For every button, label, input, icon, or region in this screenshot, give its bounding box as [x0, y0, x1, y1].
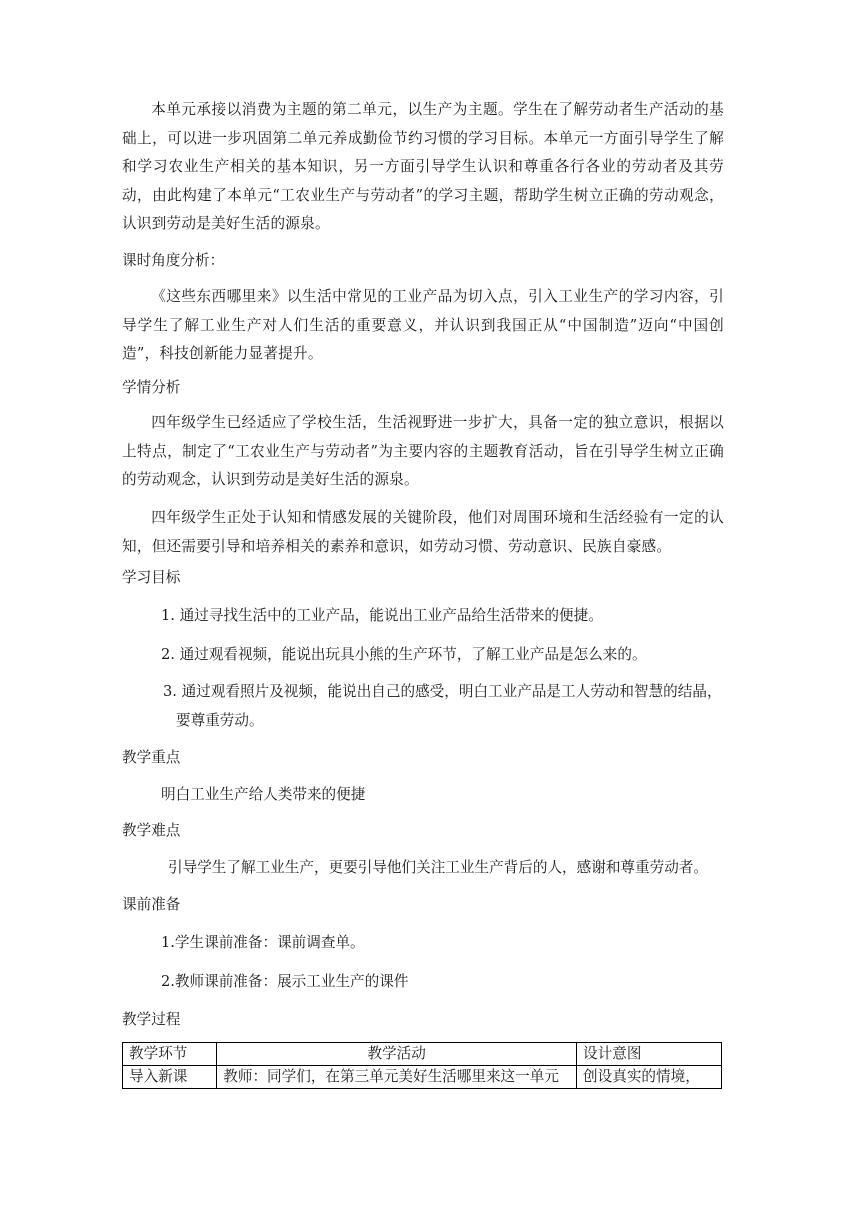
table-header-cell: 教学环节: [123, 1043, 217, 1066]
objective-item-2: 2. 通过观看视频，能说出玩具小熊的生产环节，了解工业产品是怎么来的。: [161, 646, 647, 663]
preparation-item-2: 2.教师课前准备：展示工业生产的课件: [161, 973, 409, 990]
table-cell: 导入新课: [123, 1066, 217, 1089]
objective-item-3-line-1: 3. 通过观看照片及视频，能说出自己的感受，明白工业产品是工人劳动和智慧的结晶，: [163, 683, 722, 700]
preparation-item-1: 1.学生课前准备：课前调查单。: [161, 934, 365, 951]
intro-paragraph: 本单元承接以消费为主题的第二单元，以生产为主题。学生在了解劳动者生产活动的基础上，可以进一步巩固第二单元养成勤俭节约习惯的学习目标。本单元一方面引导学生了解和学习农业生产相关的基本知识，另一方面引导学生认识和尊重各行各业的劳动者及其劳动，由此构建了本单元“工农业生产与劳动者”的学习主题，帮助学生树立正确的劳动观念，认识到劳动是美好生活的源泉。: [122, 101, 724, 233]
learner-analysis-paragraph-2: 四年级学生正处于认知和情感发展的关键阶段，他们对周围环境和生活经验有一定的认知，但还需要引导和培养相关的素养和意识，如劳动习惯、劳动意识、民族自豪感。: [122, 509, 724, 555]
process-heading: 教学过程: [122, 1011, 181, 1028]
table-header-row: [123, 1043, 722, 1066]
objectives-heading: 学习目标: [122, 569, 181, 586]
table-header-cell: 教学活动: [217, 1043, 577, 1066]
objective-item-3: [163, 678, 728, 735]
table-cell: 创设真实的情境，: [577, 1066, 722, 1089]
teaching-process-table: [122, 1042, 722, 1089]
learner-analysis-paragraph-1: 四年级学生已经适应了学校生活，生活视野进一步扩大，具备一定的独立意识，根据以上特点，制定了“工农业生产与劳动者”为主要内容的主题教育活动，旨在引导学生树立正确的劳动观念，认识到劳动是美好生活的源泉。: [122, 414, 724, 489]
key-point-heading: 教学重点: [122, 749, 181, 766]
objective-item-3-line-2: 要尊重劳动。: [176, 711, 264, 729]
preparation-heading: 课前准备: [122, 896, 181, 913]
difficulty-text: 引导学生了解工业生产，更要引导他们关注工业生产背后的人，感谢和尊重劳动者。: [168, 859, 708, 876]
lesson-angle-paragraph: 《这些东西哪里来》以生活中常见的工业产品为切入点，引入工业生产的学习内容，引导学生了解工业生产对人们生活的重要意义，并认识到我国正从“中国制造”迈向“中国创造”，科技创新能力显著提升。: [122, 288, 724, 363]
objective-item-1: 1. 通过寻找生活中的工业产品，能说出工业产品给生活带来的便捷。: [161, 607, 603, 624]
table-row: [123, 1066, 722, 1089]
table-cell: 教师：同学们，在第三单元美好生活哪里来这一单元: [217, 1066, 577, 1089]
key-point-text: 明白工业生产给人类带来的便捷: [161, 786, 366, 803]
learner-analysis-heading: 学情分析: [122, 379, 181, 396]
table-header-cell: 设计意图: [577, 1043, 722, 1066]
lesson-angle-heading: 课时角度分析：: [122, 252, 225, 269]
difficulty-heading: 教学难点: [122, 822, 181, 839]
